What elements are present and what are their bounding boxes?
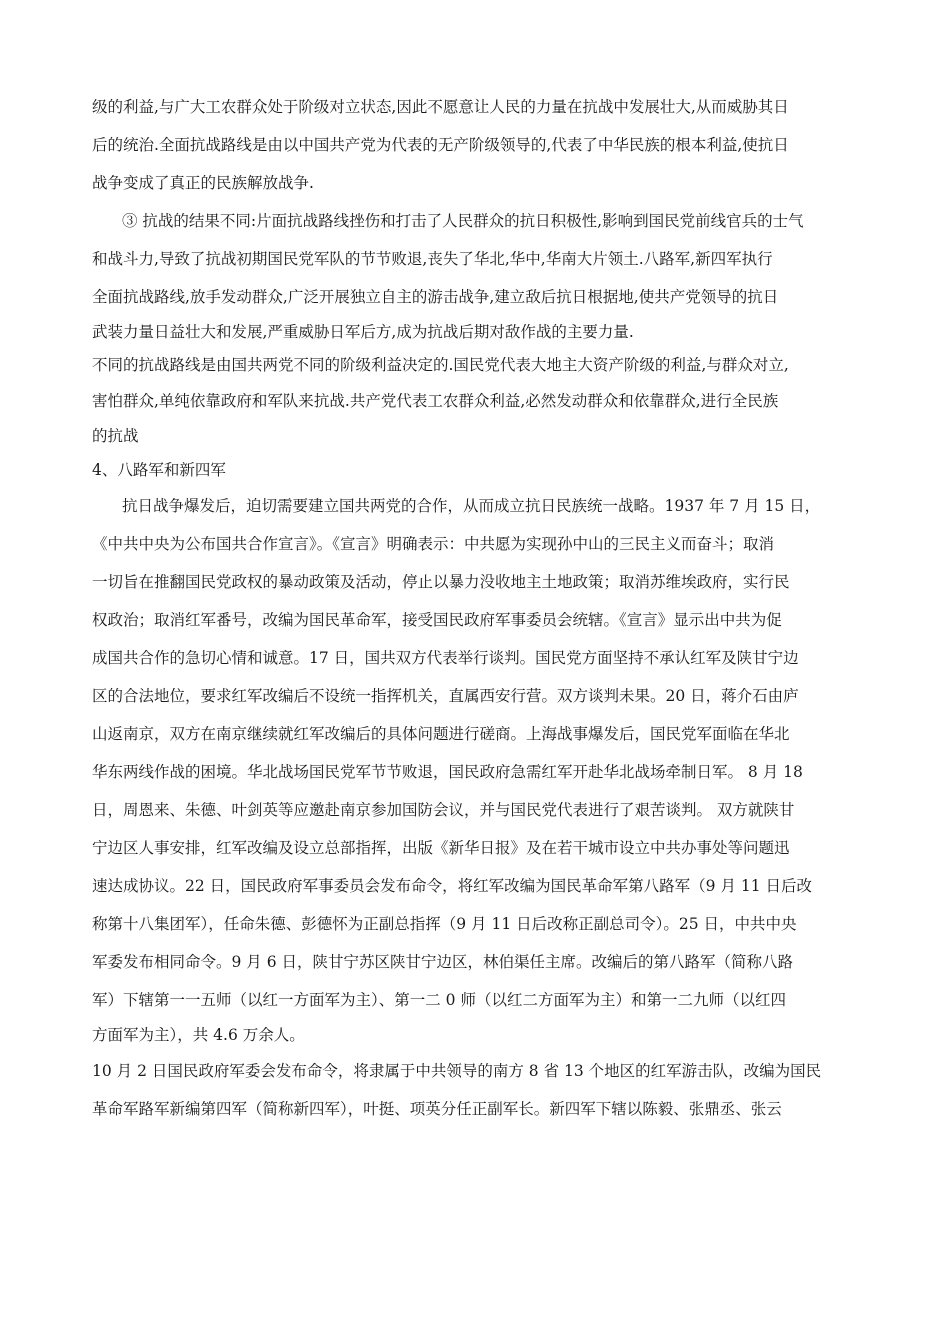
text-line: 抗日战争爆发后，迫切需要建立国共两党的合作，从而成立抗日民族统一战略。1937 年 7 月 15 日， [122, 497, 821, 515]
paragraph-eighth-route-army [92, 487, 860, 1052]
text-line: 的抗战 [92, 427, 139, 445]
text-line: 方面军为主），共 4.6 万余人。 [92, 1026, 305, 1044]
text-line: 战争变成了真正的民族解放战争. [92, 174, 314, 192]
text-line: 10 月 2 日国民政府军委会发布命令，将隶属于中共领导的南方 8 省 13 个地区的红军游击队，改编为国民 [92, 1062, 822, 1080]
section-heading-text: 4、八路军和新四军 [92, 461, 226, 479]
text-line: 革命军路军新编第四军（简称新四军），叶挺、项英分任正副军长。新四军下辖以陈毅、张鼎丞、张云 [92, 1100, 782, 1118]
text-line: 军委发布相同命令。9 月 6 日，陕甘宁苏区陕甘宁边区，林伯渠任主席。改编后的第八路军（简称八路 [92, 953, 794, 971]
text-line: 后的统治.全面抗战路线是由以中国共产党为代表的无产阶级领导的,代表了中华民族的根本利益,使抗日 [92, 136, 789, 154]
text-line: 称第十八集团军），任命朱德、彭德怀为正副总指挥（9 月 11 日后改称正副总司令）。25 日，中共中央 [92, 915, 797, 933]
document-page [92, 88, 860, 1128]
text-line: 山返南京，双方在南京继续就红军改编后的具体问题进行磋商。上海战事爆发后，国民党军面临在华北 [92, 725, 790, 743]
text-line: 华东两线作战的困境。华北战场国民党军节节败退，国民政府急需红军开赴华北战场牵制日军。 8 月 18 [92, 763, 803, 781]
text-line: 成国共合作的急切心情和诚意。17 日，国共双方代表举行谈判。国民党方面坚持不承认红军及陕甘宁边 [92, 649, 799, 667]
text-line: 宁边区人事安排，红军改编及设立总部指挥，出版《新华日报》及在若干城市设立中共办事处等问题迅 [92, 839, 790, 857]
text-line: 日，周恩来、朱德、叶剑英等应邀赴南京参加国防会议，并与国民党代表进行了艰苦谈判。 双方就陕甘 [92, 801, 795, 819]
text-line: 军）下辖第一一五师（以红一方面军为主）、第一二 0 师（以红二方面军为主）和第一二九师（以红四 [92, 991, 786, 1009]
text-line: 区的合法地位，要求红军改编后不设统一指挥机关，直属西安行营。双方谈判未果。20 日，蒋介石由庐 [92, 687, 799, 705]
text-line: ③ 抗战的结果不同:片面抗战路线挫伤和打击了人民群众的抗日积极性,影响到国民党前线官兵的士气 [122, 212, 804, 230]
text-line: 级的利益,与广大工农群众处于阶级对立状态,因此不愿意让人民的力量在抗战中发展壮大,从而威胁其日 [92, 98, 789, 116]
text-line: 不同的抗战路线是由国共两党不同的阶级利益决定的.国民党代表大地主大资产阶级的利益,与群众对立, [92, 356, 789, 374]
paragraph-results-different [92, 202, 860, 349]
text-line: 武装力量日益壮大和发展,严重威胁日军后方,成为抗战后期对敌作战的主要力量. [92, 323, 634, 341]
text-line: 全面抗战路线,放手发动群众,广泛开展独立自主的游击战争,建立敌后抗日根据地,使共产党领导的抗日 [92, 288, 779, 306]
section-heading [92, 453, 860, 487]
paragraph-different-routes [92, 349, 860, 453]
text-line: 一切旨在推翻国民党政权的暴动政策及活动，停止以暴力没收地主土地政策；取消苏维埃政府，实行民 [92, 573, 790, 591]
text-line: 和战斗力,导致了抗战初期国民党军队的节节败退,丧失了华北,华中,华南大片领土.八路军,新四军执行 [92, 250, 773, 268]
paragraph-class-interest-conclusion [92, 88, 860, 202]
text-line: 权政治；取消红军番号，改编为国民革命军，接受国民政府军事委员会统辖。《宣言》显示出中共为促 [92, 611, 782, 629]
text-line: 害怕群众,单纯依靠政府和军队来抗战.共产党代表工农群众利益,必然发动群众和依靠群众,进行全民族 [92, 392, 779, 410]
text-line: 《中共中央为公布国共合作宣言》。《宣言》明确表示：中共愿为实现孙中山的三民主义而奋斗；取消 [92, 535, 775, 553]
paragraph-new-fourth-army [92, 1052, 860, 1128]
text-line: 速达成协议。22 日，国民政府军事委员会发布命令，将红军改编为国民革命军第八路军（9 月 11 日后改 [92, 877, 813, 895]
